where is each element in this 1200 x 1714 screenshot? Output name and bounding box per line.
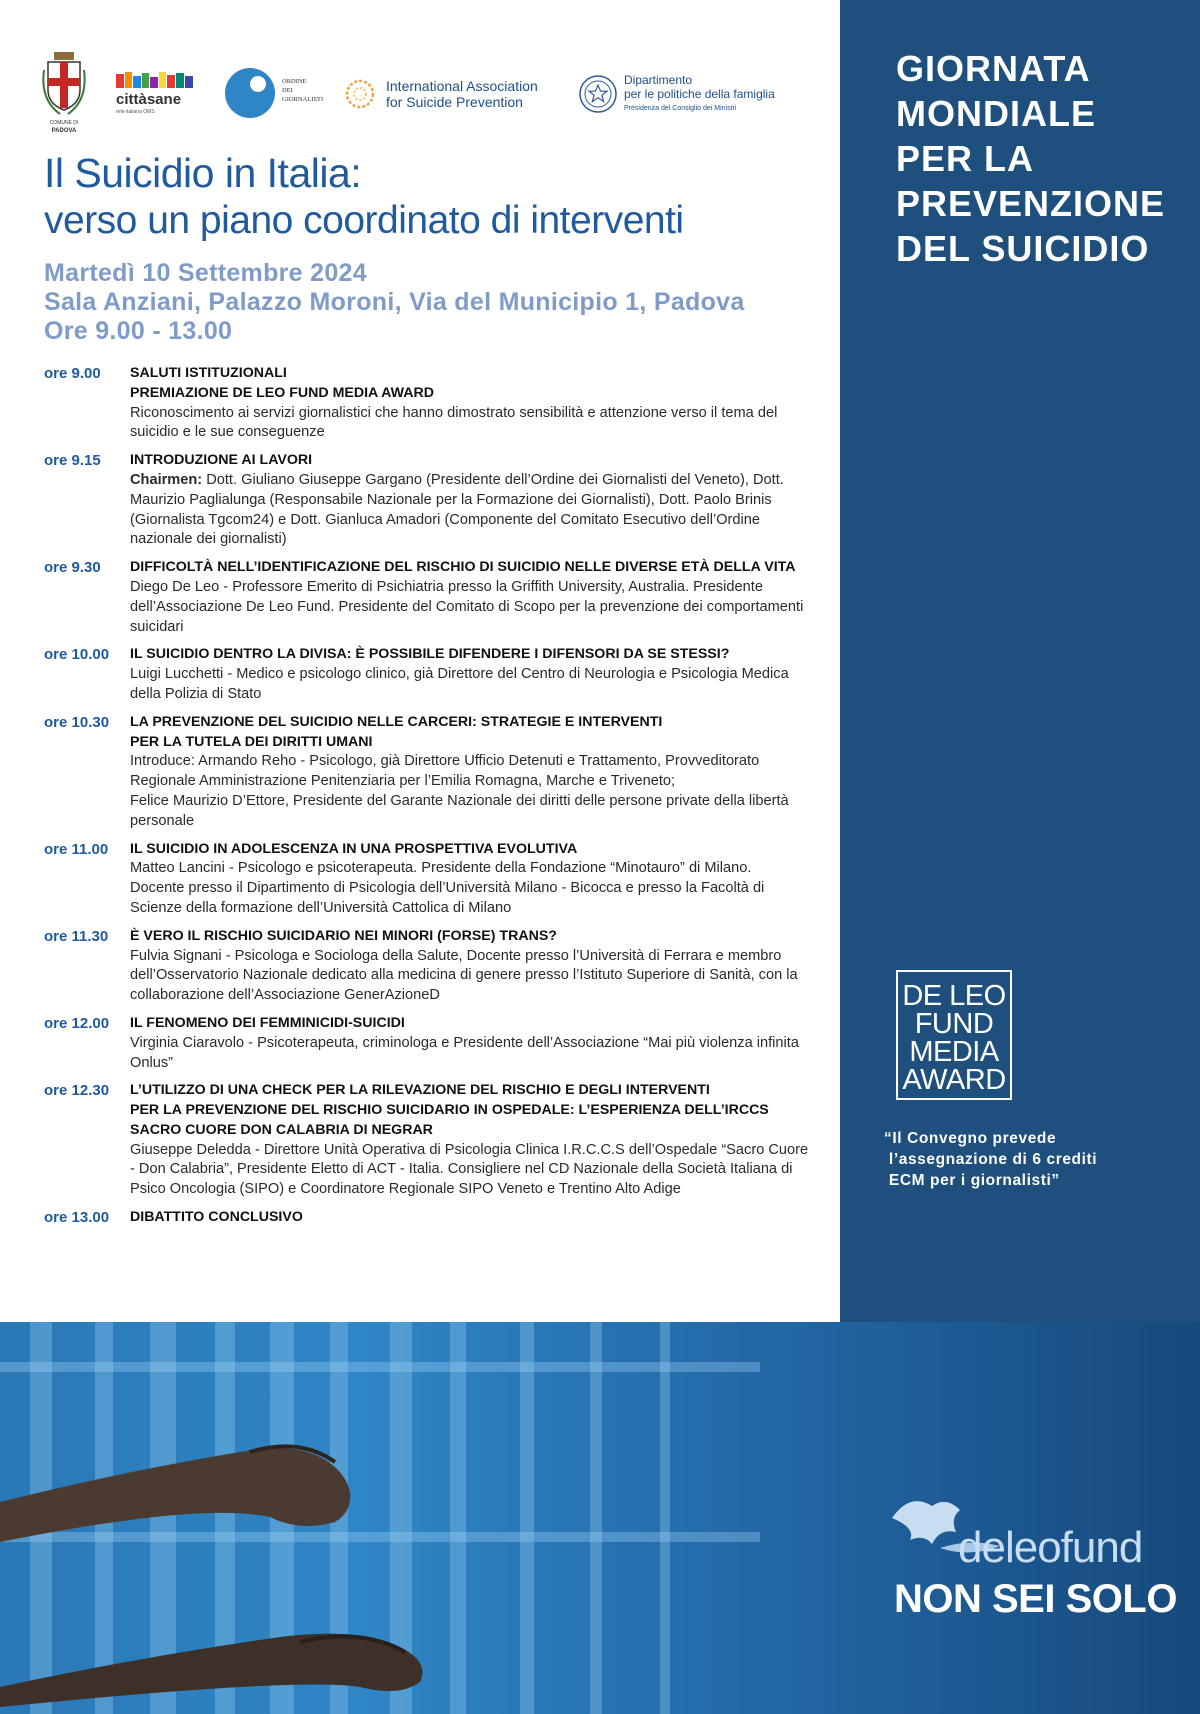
program-description: Introduce: Armando Reho - Psicologo, già Direttore Ufficio Detenuti e Trattamento, Provveditorato Regionale Amministrazione Penitenziaria per l’Emilia Romagna, Marche e Triveneto; xyxy=(130,753,760,790)
slogan: NON SEI SOLO xyxy=(894,1577,1177,1621)
cittasane-sub: rete italiana OMS xyxy=(116,109,155,115)
program-heading: SACRO CUORE DON CALABRIA DI NEGRAR xyxy=(130,1121,433,1138)
deleofund-brand: deleofund xyxy=(958,1523,1143,1572)
program-description: Dott. Giuliano Giuseppe Gargano (Presidente dell’Ordine dei Giornalisti del Veneto), Dott. Maurizio Paglialunga (Responsabile Nazionale per la Formazione dei Giornalisti), Dott. Paolo Brinis (Giornalista Tgcom24) e Dott. Gianluca Amadori (Componente del Comitato Esecutivo dell’Ordine nazionale dei giornalisti) xyxy=(130,471,784,548)
program-item xyxy=(44,1208,809,1228)
program-heading: DIFFICOLTÀ NELL’IDENTIFICAZIONE DEL RISCHIO DI SUICIDIO NELLE DIVERSE ETÀ DELLA VITA xyxy=(130,559,796,576)
event-date: Martedì 10 Settembre 2024 xyxy=(44,259,367,287)
program-heading: DIBATTITO CONCLUSIVO xyxy=(130,1209,303,1226)
world-day-title-line: GIORNATA xyxy=(896,48,1091,89)
iasp-logo xyxy=(344,74,564,114)
program-time: ore 11.00 xyxy=(44,840,109,858)
award-line: MEDIA xyxy=(909,1036,999,1068)
program-heading: IL SUICIDIO IN ADOLESCENZA IN UNA PROSPETTIVA EVOLUTIVA xyxy=(130,840,578,857)
dip-line1: Dipartimento xyxy=(624,73,693,87)
program-time: ore 9.15 xyxy=(44,452,101,470)
iasp-line1: International Association xyxy=(386,78,538,94)
program-item xyxy=(44,451,809,550)
program-time: ore 10.00 xyxy=(44,646,110,664)
odg-line3: GIORNALISTI xyxy=(282,96,324,103)
media-award-logo xyxy=(896,970,1012,1100)
program-time: ore 9.30 xyxy=(44,559,101,577)
program-time: ore 11.30 xyxy=(44,927,109,945)
program-heading: SALUTI ISTITUZIONALI xyxy=(130,365,287,381)
program-description: Riconoscimento ai servizi giornalistici che hanno dimostrato sensibilità e attenzione verso il tema del suicidio e le sue conseguenze xyxy=(130,404,778,441)
program-item xyxy=(44,558,809,637)
program-heading: IL FENOMENO DEI FEMMINICIDI-SUICIDI xyxy=(130,1014,405,1031)
iasp-line2: for Suicide Prevention xyxy=(386,94,523,110)
cittasane-logo xyxy=(116,72,200,116)
cittasane-name: cittàsane xyxy=(116,91,182,108)
program-item xyxy=(44,1014,809,1073)
odg-line2: DEI xyxy=(282,87,293,94)
award-line: FUND xyxy=(914,1008,994,1040)
program-heading: PER LA TUTELA DEI DIRITTI UMANI xyxy=(130,733,373,750)
odg-line1: ORDINE xyxy=(282,78,307,85)
world-day-title-line: PREVENZIONE xyxy=(896,183,1166,224)
program-item xyxy=(44,713,809,832)
ecm-credits-note xyxy=(884,1128,1184,1191)
world-day-title-line: PER LA xyxy=(896,138,1035,179)
program-description: Virginia Ciaravolo - Psicoterapeuta, criminologa e Presidente dell’Associazione “Mai più violenza infinita Onlus” xyxy=(130,1034,799,1071)
program-heading: INTRODUZIONE AI LAVORI xyxy=(130,452,313,469)
award-line: AWARD xyxy=(902,1064,1006,1096)
program-item xyxy=(44,840,809,919)
event-venue: Sala Anziani, Palazzo Moroni, Via del Municipio 1, Padova xyxy=(44,288,745,316)
program-time: ore 12.30 xyxy=(44,1082,110,1100)
program-heading: È VERO IL RISCHIO SUICIDARIO NEI MINORI (FORSE) TRANS? xyxy=(130,927,557,944)
program-description: Matteo Lancini - Psicologo e psicoterapeuta. Presidente della Fondazione “Minotauro” di Milano. Docente presso il Dipartimento di Psicologia dell’Università Milano - Bicocca e presso la Facoltà di Scienze della formazione dell’Università Cattolica di Milano xyxy=(130,860,765,916)
page-title-line1: Il Suicidio in Italia: xyxy=(44,150,362,196)
program-heading: L’UTILIZZO DI UNA CHECK PER LA RILEVAZIONE DEL RISCHIO E DEGLI INTERVENTI xyxy=(130,1082,710,1099)
program-item xyxy=(44,645,809,704)
dip-line3: Presidenza del Consiglio dei Ministri xyxy=(624,105,737,112)
world-day-title xyxy=(896,46,1186,271)
program-description: Diego De Leo - Professore Emerito di Psichiatria presso la Griffith University, Australia. Presidente dell’Associazione De Leo Fund. Presidente del Comitato di Scopo per la prevenzione dei comportamenti suicidari xyxy=(130,578,804,635)
ecm-line: ECM per i giornalisti” xyxy=(884,1172,1060,1189)
program-description: Luigi Lucchetti - Medico e psicologo clinico, già Direttore del Centro di Neurologia e Psicologia Medica della Polizia di Stato xyxy=(130,666,789,702)
program-time: ore 10.30 xyxy=(44,713,110,731)
program-item xyxy=(44,364,809,443)
comune-padova-logo xyxy=(40,50,88,136)
ecm-line: l’assegnazione di 6 crediti xyxy=(884,1151,1098,1168)
dipartimento-famiglia-logo xyxy=(578,70,798,120)
padova-label-bottom: PADOVA xyxy=(51,128,77,134)
program-time: ore 13.00 xyxy=(44,1209,110,1227)
program-heading: PER LA PREVENZIONE DEL RISCHIO SUICIDARIO IN OSPEDALE: L’ESPERIENZA DELL’IRCCS xyxy=(130,1102,769,1119)
world-day-title-line: MONDIALE xyxy=(896,93,1096,134)
program-item xyxy=(44,927,809,1006)
deleofund-logo xyxy=(880,1488,1180,1578)
program-heading: PREMIAZIONE DE LEO FUND MEDIA AWARD xyxy=(130,384,434,401)
world-day-title-line: DEL SUICIDIO xyxy=(896,228,1150,269)
program-list xyxy=(44,364,809,1236)
hand-icon xyxy=(0,1557,470,1707)
chairmen-label: Chairmen: xyxy=(130,471,203,488)
program-description: Felice Maurizio D’Ettore, Presidente del Garante Nazionale dei diritti delle persone private della libertà personale xyxy=(130,792,789,829)
page-title-line2: verso un piano coordinato di interventi xyxy=(44,199,684,242)
program-time: ore 12.00 xyxy=(44,1014,110,1032)
padova-label-top: COMUNE DI xyxy=(49,120,79,126)
event-hours: Ore 9.00 - 13.00 xyxy=(44,317,233,345)
ordine-giornalisti-logo xyxy=(224,66,324,120)
program-heading: IL SUICIDIO DENTRO LA DIVISA: È POSSIBILE DIFENDERE I DIFENSORI DA SE STESSI? xyxy=(130,646,730,663)
program-item xyxy=(44,1081,809,1200)
program-time: ore 9.00 xyxy=(44,365,101,382)
program-heading: LA PREVENZIONE DEL SUICIDIO NELLE CARCERI: STRATEGIE E INTERVENTI xyxy=(130,713,663,730)
program-description: Fulvia Signani - Psicologa e Sociologa della Salute, Docente presso l’Università di Ferrara e membro dell’Osservatorio Nazionale dedicato alla medicina di genere presso l’Istituto Superiore di Sanità, con la collaborazione dell’Associazione GenerAzioneD xyxy=(130,947,798,1004)
program-description: Giuseppe Deledda - Direttore Unità Operativa di Psicologia Clinica I.R.C.C.S dell’Ospedale “Sacro Cuore - Don Calabria”, Presidente Eletto di ACT - Italia. Consigliere nel CD Nazionale della Società Italiana di Psico Oncologia (SIPO) e Coordinatore Regionale SIPO Veneto e Trentino Alto Adige xyxy=(130,1141,809,1198)
dip-line2: per le politiche della famiglia xyxy=(624,87,775,101)
ecm-line: “Il Convegno prevede xyxy=(884,1130,1057,1147)
hand-icon xyxy=(0,1382,400,1542)
award-line: DE LEO xyxy=(902,980,1006,1012)
